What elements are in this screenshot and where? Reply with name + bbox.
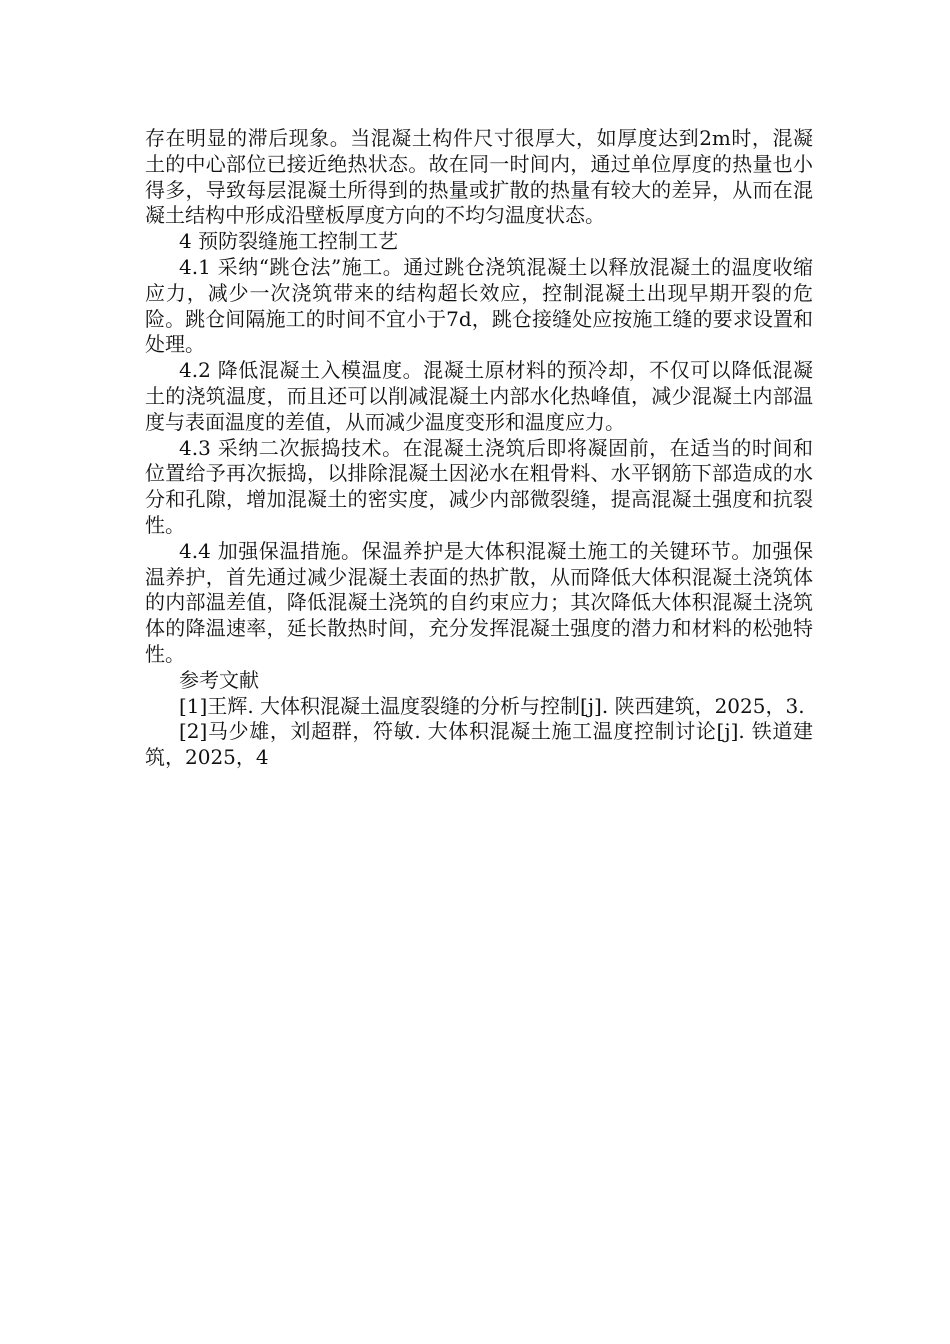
reference-item: [2]马少雄，刘超群，符敏. 大体积混凝土施工温度控制讨论[j]. 铁道建筑，2025，4 bbox=[145, 719, 813, 770]
section-heading: 4 预防裂缝施工控制工艺 bbox=[179, 229, 399, 254]
body-paragraph: 存在明显的滞后现象。当混凝土构件尺寸很厚大，如厚度达到2m时，混凝土的中心部位已接近绝热状态。故在同一时间内，通过单位厚度的热量也小得多，导致每层混凝土所得到的热量或扩散的热量有较大的差异，从而在混凝土结构中形成沿壁板厚度方向的不均匀温度状态。 bbox=[145, 126, 813, 228]
references-heading: 参考文献 bbox=[179, 667, 259, 692]
body-paragraph: 4.3 采纳二次振捣技术。在混凝土浇筑后即将凝固前，在适当的时间和位置给予再次振捣，以排除混凝土因泌水在粗骨料、水平钢筋下部造成的水分和孔隙，增加混凝土的密实度，减少内部微裂缝，提高混凝土强度和抗裂性。 bbox=[145, 435, 813, 537]
body-paragraph: 4.4 加强保温措施。保温养护是大体积混凝土施工的关键环节。加强保温养护，首先通过减少混凝土表面的热扩散，从而降低大体积混凝土浇筑体的内部温差值，降低混凝土浇筑的自约束应力；其次降低大体积混凝土浇筑体的降温速率，延长散热时间，充分发挥混凝土强度的潜力和材料的松弛特性。 bbox=[145, 538, 813, 666]
reference-item: [1]王辉. 大体积混凝土温度裂缝的分析与控制[j]. 陕西建筑，2025，3. bbox=[179, 693, 805, 718]
body-paragraph: 4.1 采纳“跳仓法”施工。通过跳仓浇筑混凝土以释放混凝土的温度收缩应力，减少一次浇筑带来的结构超长效应，控制混凝土出现早期开裂的危险。跳仓间隔施工的时间不宜小于7d，跳仓接缝处应按施工缝的要求设置和处理。 bbox=[145, 254, 813, 357]
document-page bbox=[145, 126, 813, 771]
body-paragraph: 4.2 降低混凝土入模温度。混凝土原材料的预冷却，不仅可以降低混凝土的浇筑温度，而且还可以削减混凝土内部水化热峰值，减少混凝土内部温度与表面温度的差值，从而减少温度变形和温度应力。 bbox=[145, 358, 813, 434]
